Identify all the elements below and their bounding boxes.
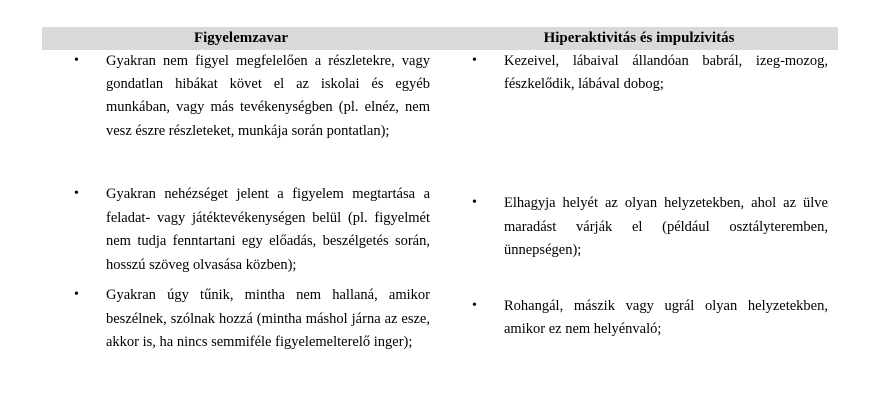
bullet-icon: • — [472, 195, 477, 211]
list-item-text: Kezeivel, lábaival állandóan babrál, izeg-mozog, fészkelődik, lábával dobog; — [504, 52, 828, 92]
bullet-icon: • — [472, 297, 477, 313]
list-item — [440, 192, 838, 262]
list-item-text: Gyakran úgy tűnik, mintha nem hallaná, amikor beszélnek, szólnak hozzá (mintha máshol járna az esze, akkor is, ha nincs semmiféle figyelemelterelő inger); — [106, 287, 430, 351]
list-item — [42, 183, 440, 277]
list-item-text: Gyakran nem figyel megfelelően a részletekre, vagy gondatlan hibákat követ el az iskolai és egyéb munkában, vagy más tevékenységben (pl. elnéz, nem vesz észre részleteket, munkája során pontatlan); — [106, 52, 430, 139]
list-item — [42, 284, 440, 354]
table-row — [42, 50, 838, 372]
table-body — [42, 50, 838, 372]
list-item — [42, 50, 440, 144]
bullet-icon: • — [74, 287, 79, 303]
list-item — [440, 50, 838, 97]
table-header-row — [42, 27, 838, 50]
list-item — [440, 295, 838, 342]
attention-symptoms-list — [42, 50, 440, 355]
table-header — [42, 27, 838, 50]
column-header-attention: Figyelemzavar — [42, 27, 440, 50]
hyperactivity-symptoms-list — [440, 50, 838, 342]
attention-symptoms-cell — [42, 50, 440, 372]
list-item-text: Elhagyja helyét az olyan helyzetekben, ahol az ülve maradást várják el (például osztályteremben, ünnepségen); — [504, 195, 828, 259]
symptoms-table — [42, 27, 838, 372]
bullet-icon: • — [472, 52, 477, 68]
bullet-icon: • — [74, 52, 79, 68]
hyperactivity-symptoms-cell — [440, 50, 838, 372]
list-item-text: Rohangál, mászik vagy ugrál olyan helyzetekben, amikor ez nem helyénvaló; — [504, 297, 828, 338]
column-header-hyperactivity: Hiperaktivitás és impulzivitás — [440, 27, 838, 50]
list-item-text: Gyakran nehézséget jelent a figyelem megtartása a feladat- vagy játéktevékenységen belül (pl. figyelmét nem tudja fenntartani egy előadás, beszélgetés során, hosszú szöveg olvasása közben); — [106, 186, 430, 273]
bullet-icon: • — [74, 186, 79, 202]
